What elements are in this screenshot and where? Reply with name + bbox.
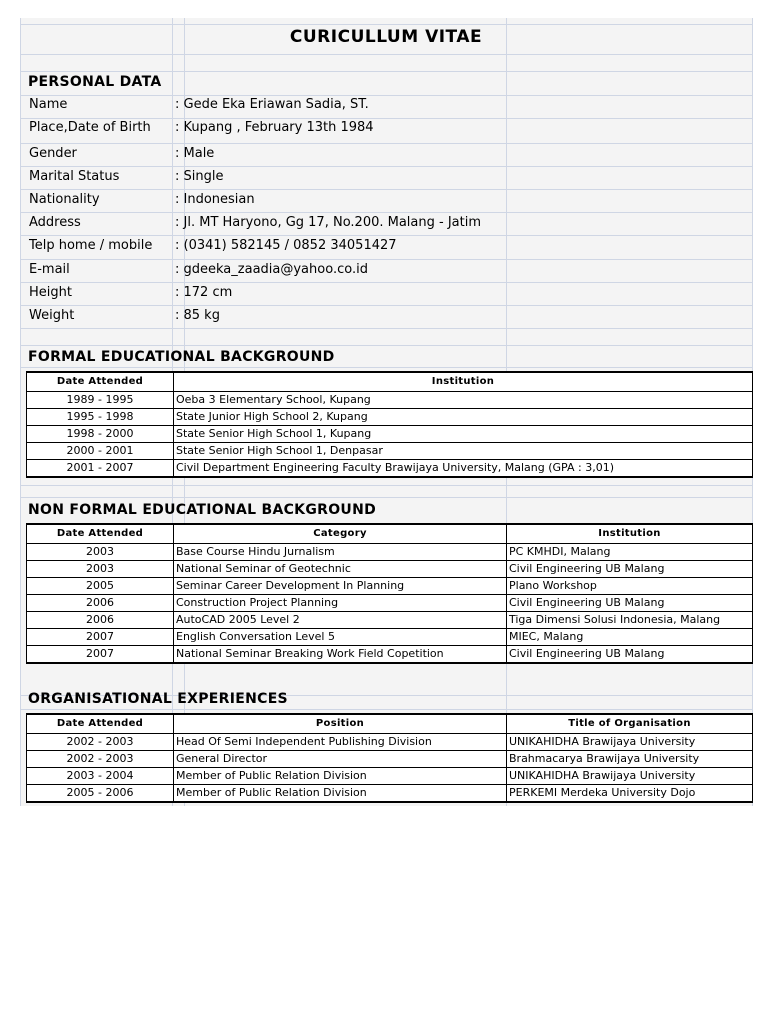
table-cell: UNIKAHIDHA Brawijaya University	[507, 768, 753, 785]
grid-row-line	[20, 212, 752, 213]
grid-row-line	[20, 328, 752, 329]
table-row	[27, 629, 753, 646]
grid-row-line	[20, 143, 752, 144]
personal-field-label: Weight	[29, 308, 75, 323]
table-cell: Seminar Career Development In Planning	[174, 578, 507, 595]
personal-data-heading: PERSONAL DATA	[28, 74, 162, 90]
personal-field-value: : (0341) 582145 / 0852 34051427	[175, 238, 397, 253]
column-header-date: Date Attended	[27, 524, 174, 544]
table-row	[27, 785, 753, 803]
table-row	[27, 734, 753, 751]
table-cell: 2003	[27, 561, 174, 578]
grid-row-line	[20, 497, 752, 498]
nonformal-education-heading: NON FORMAL EDUCATIONAL BACKGROUND	[28, 502, 377, 518]
grid-row-line	[20, 345, 752, 346]
personal-field-value: : gdeeka_zaadia@yahoo.co.id	[175, 262, 368, 277]
personal-field-label: Telp home / mobile	[29, 238, 153, 253]
table-cell: MIEC, Malang	[507, 629, 753, 646]
grid-row-line	[20, 95, 752, 96]
nonformal-education-table	[26, 523, 753, 664]
grid-row-line	[20, 189, 752, 190]
table-cell: Civil Engineering UB Malang	[507, 595, 753, 612]
personal-field-label: Gender	[29, 146, 77, 161]
personal-field-value: : Indonesian	[175, 192, 255, 207]
table-cell: State Junior High School 2, Kupang	[174, 409, 753, 426]
table-cell: 1995 - 1998	[27, 409, 174, 426]
table-cell: PC KMHDI, Malang	[507, 544, 753, 561]
table-cell: Plano Workshop	[507, 578, 753, 595]
table-row	[27, 646, 753, 664]
table-cell: Base Course Hindu Jurnalism	[174, 544, 507, 561]
table-cell: Civil Department Engineering Faculty Brawijaya University, Malang (GPA : 3,01)	[174, 460, 753, 478]
grid-row-line	[20, 118, 752, 119]
grid-row-line	[20, 709, 752, 710]
table-cell: 2003 - 2004	[27, 768, 174, 785]
grid-row-line	[20, 166, 752, 167]
table-cell: Civil Engineering UB Malang	[507, 561, 753, 578]
formal-education-heading: FORMAL EDUCATIONAL BACKGROUND	[28, 349, 335, 365]
table-cell: 1998 - 2000	[27, 426, 174, 443]
column-header-category: Category	[174, 524, 507, 544]
organisation-heading: ORGANISATIONAL EXPERIENCES	[28, 691, 288, 707]
column-header-institution: Institution	[174, 372, 753, 392]
grid-row-line	[20, 54, 752, 55]
table-row	[27, 443, 753, 460]
personal-field-value: : Single	[175, 169, 224, 184]
table-row	[27, 409, 753, 426]
personal-field-value: : 85 kg	[175, 308, 220, 323]
table-cell: 2006	[27, 612, 174, 629]
organisation-table	[26, 713, 753, 803]
table-row	[27, 426, 753, 443]
table-cell: UNIKAHIDHA Brawijaya University	[507, 734, 753, 751]
table-cell: 2002 - 2003	[27, 751, 174, 768]
column-header-organisation: Title of Organisation	[507, 714, 753, 734]
personal-field-label: Name	[29, 97, 68, 112]
formal-education-table	[26, 371, 753, 478]
table-cell: 2002 - 2003	[27, 734, 174, 751]
table-cell: 2005 - 2006	[27, 785, 174, 803]
table-cell: 2006	[27, 595, 174, 612]
table-row	[27, 544, 753, 561]
table-cell: General Director	[174, 751, 507, 768]
table-cell: Head Of Semi Independent Publishing Division	[174, 734, 507, 751]
personal-field-label: E-mail	[29, 262, 70, 277]
grid-row-line	[20, 259, 752, 260]
table-cell: State Senior High School 1, Kupang	[174, 426, 753, 443]
table-row	[27, 578, 753, 595]
table-cell: Oeba 3 Elementary School, Kupang	[174, 392, 753, 409]
table-cell: Member of Public Relation Division	[174, 785, 507, 803]
column-header-position: Position	[174, 714, 507, 734]
table-cell: 2007	[27, 629, 174, 646]
table-cell: Member of Public Relation Division	[174, 768, 507, 785]
table-cell: 1989 - 1995	[27, 392, 174, 409]
personal-field-label: Marital Status	[29, 169, 120, 184]
table-cell: 2000 - 2001	[27, 443, 174, 460]
table-row	[27, 595, 753, 612]
table-cell: PERKEMI Merdeka University Dojo	[507, 785, 753, 803]
table-row	[27, 751, 753, 768]
personal-field-value: : Kupang , February 13th 1984	[175, 120, 374, 135]
personal-field-value: : Jl. MT Haryono, Gg 17, No.200. Malang - Jatim	[175, 215, 482, 230]
personal-field-label: Height	[29, 285, 72, 300]
grid-row-line	[20, 282, 752, 283]
table-cell: Tiga Dimensi Solusi Indonesia, Malang	[507, 612, 753, 629]
table-row	[27, 460, 753, 478]
grid-row-line	[20, 71, 752, 72]
grid-row-line	[20, 24, 752, 25]
table-row	[27, 392, 753, 409]
table-cell: National Seminar Breaking Work Field Copetition	[174, 646, 507, 664]
table-cell: 2005	[27, 578, 174, 595]
grid-row-line	[20, 305, 752, 306]
table-cell: Construction Project Planning	[174, 595, 507, 612]
personal-field-value: : Male	[175, 146, 215, 161]
personal-field-label: Nationality	[29, 192, 100, 207]
table-cell: Brahmacarya Brawijaya University	[507, 751, 753, 768]
column-header-date: Date Attended	[27, 714, 174, 734]
column-header-institution: Institution	[507, 524, 753, 544]
table-cell: National Seminar of Geotechnic	[174, 561, 507, 578]
column-header-date: Date Attended	[27, 372, 174, 392]
table-cell: 2003	[27, 544, 174, 561]
grid-row-line	[20, 485, 752, 486]
grid-column-line	[20, 18, 21, 806]
grid-row-line	[20, 367, 752, 368]
table-cell: AutoCAD 2005 Level 2	[174, 612, 507, 629]
table-cell: State Senior High School 1, Denpasar	[174, 443, 753, 460]
table-row	[27, 612, 753, 629]
table-row	[27, 561, 753, 578]
personal-field-label: Place,Date of Birth	[29, 120, 151, 135]
grid-row-line	[20, 235, 752, 236]
personal-field-value: : Gede Eka Eriawan Sadia, ST.	[175, 97, 369, 112]
table-cell: 2001 - 2007	[27, 460, 174, 478]
table-cell: English Conversation Level 5	[174, 629, 507, 646]
table-cell: Civil Engineering UB Malang	[507, 646, 753, 664]
personal-field-label: Address	[29, 215, 81, 230]
document-title: CURICULLUM VITAE	[289, 27, 483, 47]
table-row	[27, 768, 753, 785]
personal-field-value: : 172 cm	[175, 285, 233, 300]
table-cell: 2007	[27, 646, 174, 664]
